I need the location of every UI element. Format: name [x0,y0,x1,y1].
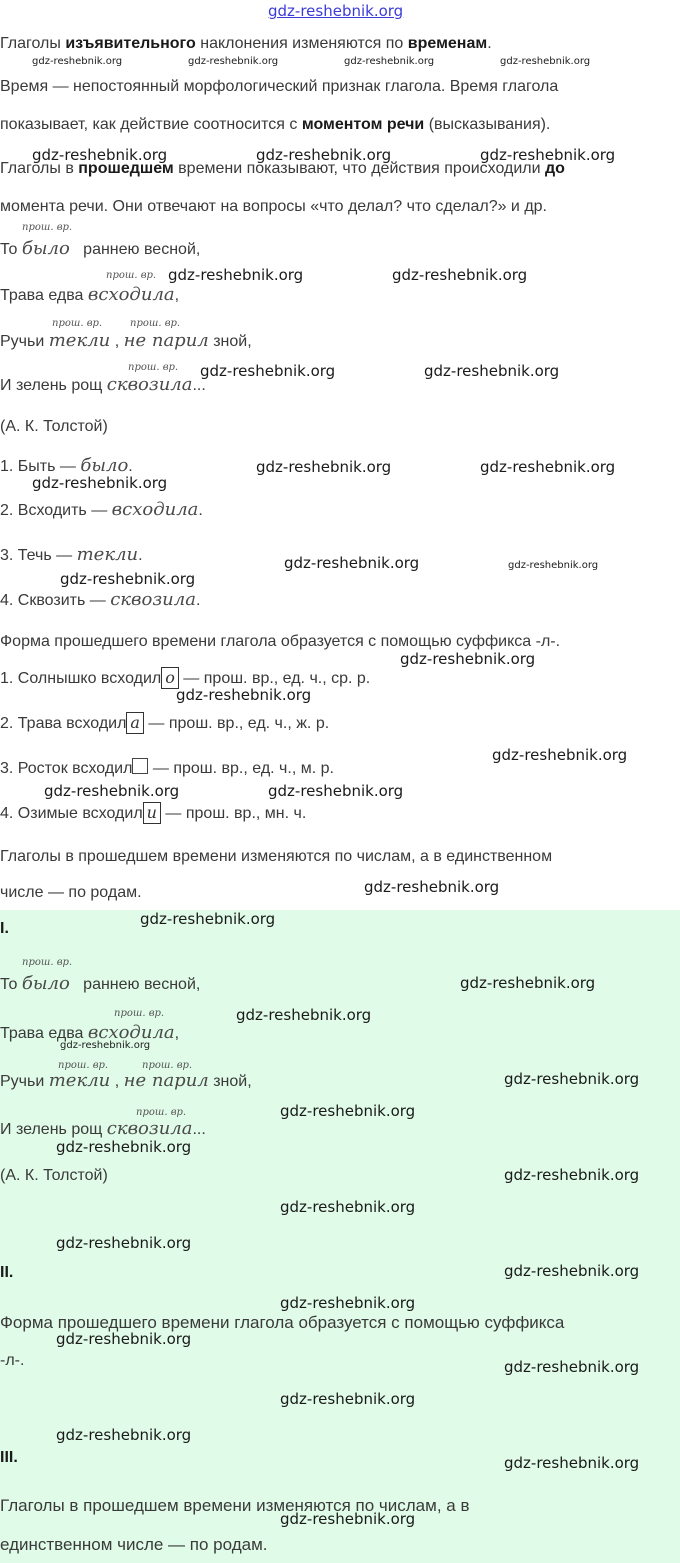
tense-note: прош. вр. [58,1060,109,1071]
number-gender-rule-line-1: Глаголы в прошедшем времени изменяются по числам, а в единственном [0,848,553,865]
suffix-rule: Форма прошедшего времени глагола образуется с помощью суффикса -л-. [0,633,561,650]
watermark: gdz-reshebnik.org [60,1040,151,1051]
watermark: gdz-reshebnik.org [140,910,276,928]
watermark: gdz-reshebnik.org [32,56,123,67]
form-item-4: 4. Озимые всходил и — прош. вр., мн. ч. [0,803,307,822]
answer-poem-line-4: И зелень рощ сквозила... [0,1118,206,1139]
watermark: gdz-reshebnik.org [32,146,168,164]
tense-note: прош. вр. [130,318,181,329]
watermark: gdz-reshebnik.org [508,560,599,571]
watermark: gdz-reshebnik.org [424,362,560,380]
tense-note: прош. вр. [22,957,73,968]
poem-line-4: И зелень рощ сквозила... [0,374,206,395]
watermark: gdz-reshebnik.org [460,974,596,992]
watermark: gdz-reshebnik.org [56,1330,192,1348]
watermark: gdz-reshebnik.org [500,56,591,67]
theory-line-3: показывает, как действие соотносится с моментом речи (высказывания). [0,116,551,133]
answer-rule-2-line-1: Глаголы в прошедшем времени изменяются по числам, а в [0,1496,470,1515]
watermark: gdz-reshebnik.org [400,650,536,668]
ending-box: а [126,712,144,734]
watermark: gdz-reshebnik.org [256,146,392,164]
zero-ending-box [132,758,148,774]
watermark: gdz-reshebnik.org [280,1102,416,1120]
top-watermark-link[interactable]: gdz-reshebnik.org [268,2,404,20]
watermark: gdz-reshebnik.org [188,56,279,67]
watermark: gdz-reshebnik.org [236,1006,372,1024]
watermark: gdz-reshebnik.org [504,1262,640,1280]
watermark: gdz-reshebnik.org [480,146,616,164]
watermark: gdz-reshebnik.org [44,782,180,800]
form-item-1: 1. Солнышко всходил о — прош. вр., ед. ч., ср. р. [0,668,371,687]
watermark: gdz-reshebnik.org [280,1294,416,1312]
watermark: gdz-reshebnik.org [504,1070,640,1088]
tense-note: прош. вр. [114,1008,165,1019]
poem-line-1: То было раннею весной, [0,238,201,259]
tense-note: прош. вр. [52,318,103,329]
watermark: gdz-reshebnik.org [284,554,420,572]
watermark: gdz-reshebnik.org [492,746,628,764]
watermark: gdz-reshebnik.org [280,1390,416,1408]
watermark: gdz-reshebnik.org [56,1426,192,1444]
ending-box: и [143,802,161,824]
watermark: gdz-reshebnik.org [176,686,312,704]
watermark: gdz-reshebnik.org [168,266,304,284]
tense-note: прош. вр. [106,270,157,281]
answer-poem-line-1: То было раннею весной, [0,973,201,994]
answer-rule-1-line-1: Форма прошедшего времени глагола образуется с помощью суффикса [0,1313,565,1332]
analysis-item-2: 2. Всходить — всходила. [0,499,203,520]
analysis-item-4: 4. Сквозить — сквозила. [0,589,201,610]
watermark: gdz-reshebnik.org [344,56,435,67]
watermark: gdz-reshebnik.org [32,474,168,492]
watermark: gdz-reshebnik.org [56,1138,192,1156]
tense-note: прош. вр. [142,1060,193,1071]
watermark: gdz-reshebnik.org [480,458,616,476]
watermark: gdz-reshebnik.org [56,1234,192,1252]
number-gender-rule-line-2: числе — по родам. [0,884,142,901]
answer-section-2-heading: II. [0,1264,14,1281]
theory-line-4: Глаголы в прошедшем времени показывают, что действия происходили до [0,160,565,177]
theory-line-5: момента речи. Они отвечают на вопросы «что делал? что сделал?» и др. [0,198,547,215]
poem-line-2: Трава едва всходила, [0,284,180,305]
watermark: gdz-reshebnik.org [280,1198,416,1216]
tense-note: прош. вр. [22,222,73,233]
answer-section-1-heading: I. [0,920,9,937]
poem-author: (А. К. Толстой) [0,418,108,435]
watermark: gdz-reshebnik.org [268,782,404,800]
watermark: gdz-reshebnik.org [504,1166,640,1184]
theory-line-2: Время — непостоянный морфологический признак глагола. Время глагола [0,78,559,95]
watermark: gdz-reshebnik.org [200,362,336,380]
ending-box: о [161,667,179,689]
watermark: gdz-reshebnik.org [256,458,392,476]
analysis-item-1: 1. Быть — было. [0,455,133,476]
analysis-item-3: 3. Течь — текли. [0,544,143,565]
theory-line-1: Глаголы изъявительного наклонения изменяются по временам. [0,35,492,52]
watermark: gdz-reshebnik.org [280,1510,416,1528]
poem-line-3: Ручьи текли , не парил зной, [0,330,252,351]
watermark: gdz-reshebnik.org [504,1358,640,1376]
tense-note: прош. вр. [136,1107,187,1118]
watermark: gdz-reshebnik.org [60,570,196,588]
watermark: gdz-reshebnik.org [364,878,500,896]
answer-poem-author: (А. К. Толстой) [0,1167,108,1184]
form-item-3: 3. Росток всходил — прош. вр., ед. ч., м. р. [0,760,334,777]
answer-section-3-heading: III. [0,1449,18,1466]
answer-poem-line-2: Трава едва всходила, [0,1022,180,1043]
tense-note: прош. вр. [128,362,179,373]
form-item-2: 2. Трава всходил а — прош. вр., ед. ч., ж. р. [0,713,330,732]
watermark: gdz-reshebnik.org [392,266,528,284]
answer-poem-line-3: Ручьи текли , не парил зной, [0,1070,252,1091]
answer-rule-2-line-2: единственном числе — по родам. [0,1535,268,1554]
watermark: gdz-reshebnik.org [504,1454,640,1472]
answer-rule-1-line-2: -л-. [0,1352,25,1369]
